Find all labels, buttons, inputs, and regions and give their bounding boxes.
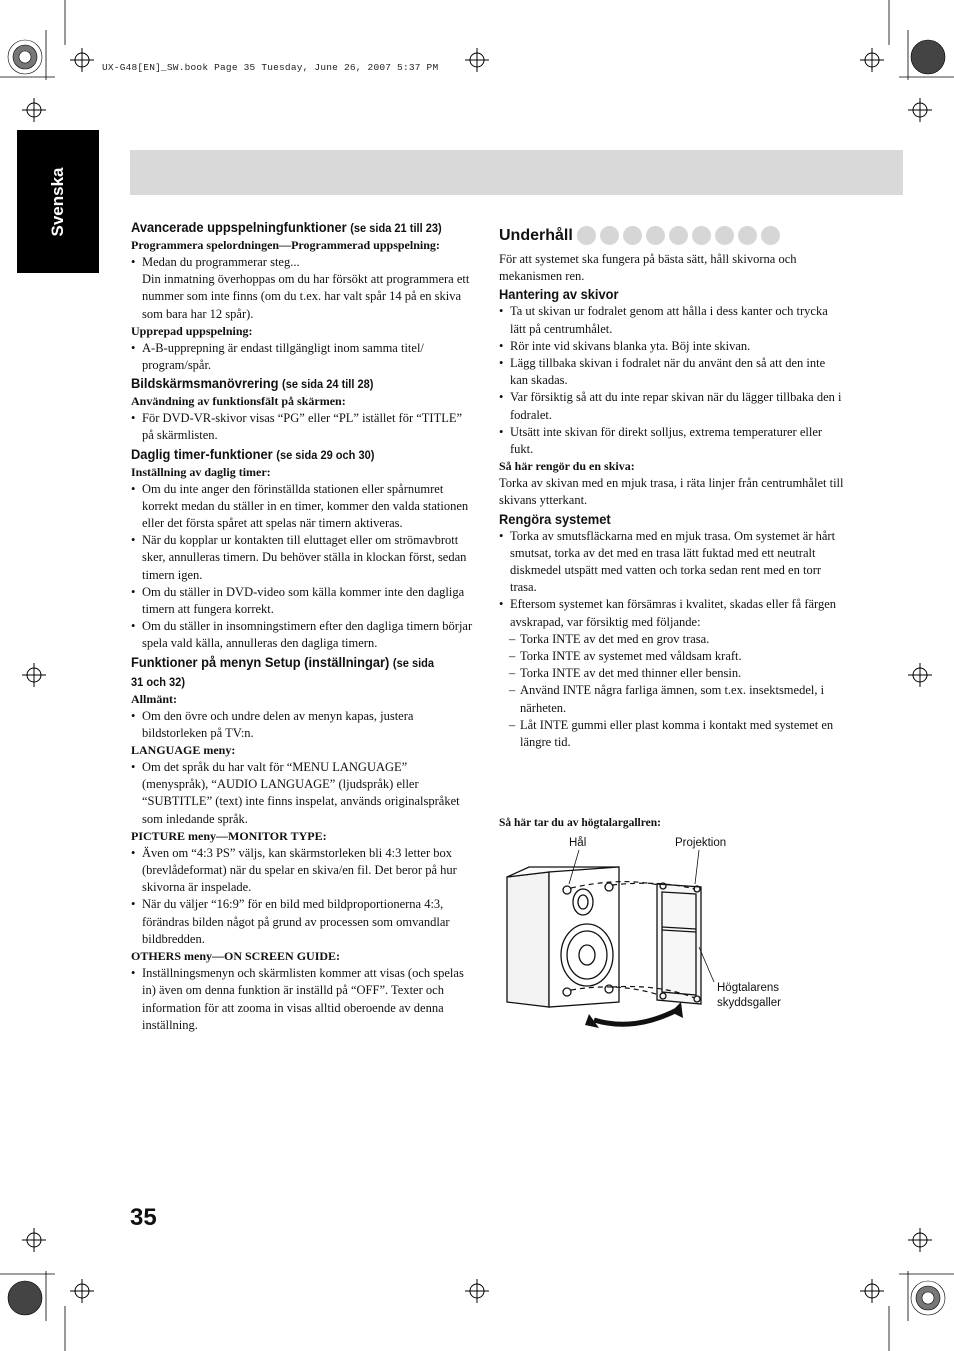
bullet-item: • Om du inte anger den förinställda stationen eller spårnumret korrekt medan du ställer in en timer, kommer den valda stationen eller det första spåret att spelas när timern aktiveras.	[131, 481, 476, 533]
label-hole: Hål	[569, 837, 587, 849]
label-grille-line1: Högtalarens	[717, 982, 780, 994]
bullet-item: • A-B-upprepning är endast tillgängligt inom samma titel/ program/spår.	[131, 340, 476, 374]
language-tab-label: Svenska	[48, 167, 67, 236]
dash-item: – Låt INTE gummi eller plast komma i kontakt med systemet en längre tid.	[499, 717, 845, 751]
dash-item: – Använd INTE några farliga ämnen, som t.ex. insektsmedel, i närheten.	[499, 682, 845, 716]
heading-text: Rengöra systemet	[499, 510, 611, 527]
bullet-continuation: Din inmatning överhoppas om du har försökt att programmera ett nummer som inte finns (om du t.ex. har valt spår 14 på en skiva som bara har 12 spår).	[142, 272, 470, 321]
bullet-item: • När du väljer “16:9” för en bild med bildproportionerna 4:3, förändras bilden något på grund av processen som omvandlar bildbredden.	[131, 896, 476, 948]
subheading: Användning av funktionsfält på skärmen:	[131, 394, 346, 409]
left-column	[131, 218, 476, 1034]
speaker-figure	[499, 832, 799, 1042]
subheading: PICTURE meny—MONITOR TYPE:	[131, 828, 327, 843]
dash-item: – Torka INTE av det med thinner eller bensin.	[499, 665, 845, 682]
section-heading	[131, 653, 448, 691]
subheading: LANGUAGE meny:	[131, 743, 236, 758]
heading-text: Daglig timer-funktioner	[131, 445, 277, 462]
bullet-item: • För DVD-VR-skivor visas “PG” eller “PL” istället för “TITLE” på skärmlisten.	[131, 410, 476, 444]
figure-caption: Så här tar du av högtalargallren:	[499, 817, 661, 829]
bullet-item: • Utsätt inte skivan för direkt solljus, extrema temperaturer eller fukt.	[499, 424, 845, 458]
page-reference: (se sida 29 och 30)	[276, 447, 375, 462]
header-band	[130, 150, 903, 195]
print-header: UX-G48[EN]_SW.book Page 35 Tuesday, June 26, 2007 5:37 PM	[102, 62, 439, 73]
section-heading	[499, 510, 817, 528]
heading-text: Avancerade uppspelningfunktioner	[131, 219, 351, 235]
paragraph: Torka av skivan med en mjuk trasa, i räta linjer från centrumhålet till skivans ytterkant.	[499, 476, 844, 508]
section-heading	[131, 374, 448, 393]
bullet-item: • När du kopplar ur kontakten till eluttaget eller om strömavbrott sker, annulleras timern. Du behöver ställa in klockan först, sedan timern igen.	[131, 532, 476, 584]
bullet-item: • Inställningsmenyn och skärmlisten kommer att visas (och spelas in) även om denna funktion är inställd på “OFF”. Texter och information för att zooma in visas alltid oberoende av denna inställning.	[131, 965, 476, 1034]
title-dots	[577, 226, 780, 245]
bullet-item: • Om det språk du har valt för “MENU LANGUAGE” (menyspråk), “AUDIO LANGUAGE” (ljudspråk) eller “SUBTITLE” (text) inte finns inspelat, används originalspråket som inledande språk.	[131, 759, 476, 828]
bullet-item: • Eftersom systemet kan försämras i kvalitet, skadas eller få färgen avskrapad, var försiktig med följande:	[499, 596, 845, 630]
heading-text: Funktioner på menyn Setup (inställningar)	[131, 653, 393, 670]
paragraph: För att systemet ska fungera på bästa sätt, håll skivorna och mekanismen ren.	[499, 252, 797, 284]
bullet-item: • Om den övre och undre delen av menyn kapas, justera bildstorleken på TV:n.	[131, 708, 476, 742]
heading-text: Bildskärmsmanövrering	[131, 375, 283, 392]
subheading: OTHERS meny—ON SCREEN GUIDE:	[131, 949, 341, 964]
label-grille-line2: skyddsgaller	[717, 997, 781, 1009]
section-title	[499, 226, 845, 245]
section-heading	[131, 445, 448, 464]
page-reference: (se sida 24 till 28)	[282, 377, 374, 392]
bullet-item: • Rör inte vid skivans blanka yta. Böj inte skivan.	[499, 338, 845, 355]
right-column	[499, 226, 845, 751]
bullet-item: • Ta ut skivan ur fodralet genom att hålla i dess kanter och trycka lätt på centrumhålet.	[499, 303, 845, 337]
subheading: Programmera spelordningen—Programmerad uppspelning:	[131, 238, 440, 252]
bullet-item: • Även om “4:3 PS” väljs, kan skärmstorleken bli 4:3 letter box (brevlådeformat) när du spelar en skiva/en fil. Det beror på hur skivorna är inspelade.	[131, 845, 476, 897]
bullet-item: • Medan du programmerar steg...	[131, 254, 476, 271]
subheading: Så här rengör du en skiva:	[499, 459, 635, 474]
bullet-item: • Var försiktig så att du inte repar skivan när du lägger tillbaka den i fodralet.	[499, 389, 845, 423]
page-number: 35	[130, 1204, 157, 1231]
bullet-item: • Torka av smutsfläckarna med en mjuk trasa. Om systemet är hårt smutsat, torka av det med en trasa lätt fuktad med ett neutralt diskmedel utspätt med vatten och torka sedan rent med en torr trasa.	[499, 528, 845, 597]
section-heading	[499, 285, 817, 303]
subheading: Upprepad uppspelning:	[131, 323, 253, 338]
page-reference: (se sida 21 till 23)	[350, 221, 442, 235]
dash-item: – Torka INTE av systemet med våldsam kraft.	[499, 648, 845, 665]
section-heading	[131, 218, 448, 237]
bullet-item: • Om du ställer in DVD-video som källa kommer inte den dagliga timern att fungera korrekt.	[131, 584, 476, 618]
bullet-item: • Lägg tillbaka skivan i fodralet när du använt den så att den inte kan skadas.	[499, 355, 845, 389]
page-reference: (se sida 31 och 32)	[131, 655, 435, 689]
bullet-item: • Om du ställer in insomningstimern efter den dagliga timern börjar spela vald källa, annulleras den dagliga timern.	[131, 618, 476, 652]
label-grille	[717, 981, 781, 1011]
label-projection: Projektion	[675, 837, 727, 849]
subheading: Allmänt:	[131, 691, 177, 706]
subheading: Inställning av daglig timer:	[131, 464, 271, 479]
section-title-text: Underhåll	[499, 226, 573, 244]
dash-item: – Torka INTE av det med en grov trasa.	[499, 631, 845, 648]
heading-text: Hantering av skivor	[499, 286, 619, 303]
language-tab	[17, 130, 99, 273]
